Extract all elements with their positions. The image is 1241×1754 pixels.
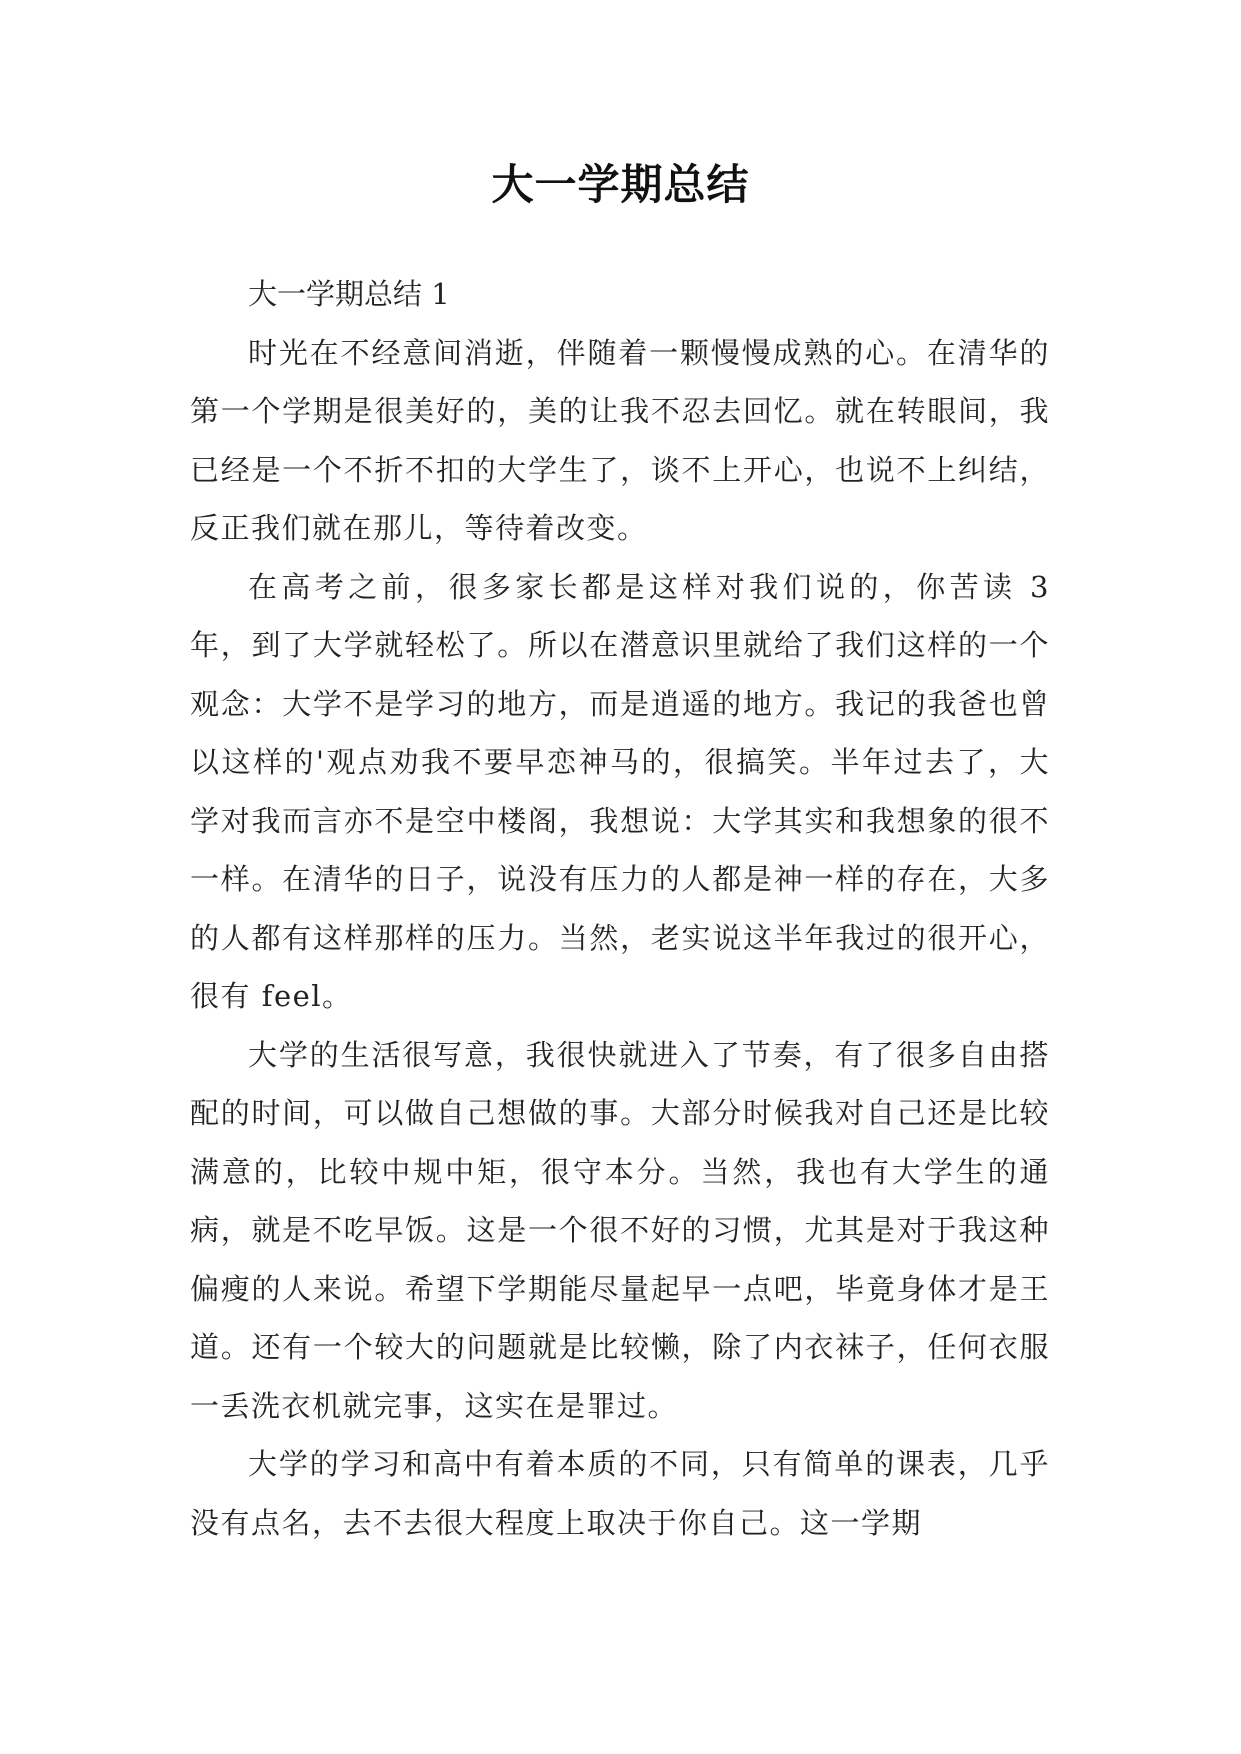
document-body <box>190 265 1050 1552</box>
document-title: 大一学期总结 <box>491 160 750 209</box>
section-heading: 大一学期总结 1 <box>248 277 450 311</box>
paragraph: 大学的生活很写意，我很快就进入了节奏，有了很多自由搭配的时间，可以做自己想做的事。大部分时候我对自己还是比较满意的，比较中规中矩，很守本分。当然，我也有大学生的通病，就是不吃早饭。这是一个很不好的习惯，尤其是对于我这种偏瘦的人来说。希望下学期能尽量起早一点吧，毕竟身体才是王道。还有一个较大的问题就是比较懒，除了内衣袜子，任何衣服一丢洗衣机就完事，这实在是罪过。 <box>190 1037 1050 1423</box>
paragraph: 在高考之前，很多家长都是这样对我们说的，你苦读 3 年，到了大学就轻松了。所以在潜意识里就给了我们这样的一个观念：大学不是学习的地方，而是逍遥的地方。我记的我爸也曾以这样的'观点劝我不要早恋神马的，很搞笑。半年过去了，大学对我而言亦不是空中楼阁，我想说：大学其实和我想象的很不一样。在清华的日子，说没有压力的人都是神一样的存在，大多的人都有这样那样的压力。当然，老实说这半年我过的很开心，很有 feel。 <box>190 569 1050 1013</box>
paragraph: 大学的学习和高中有着本质的不同，只有简单的课表，几乎没有点名，去不去很大程度上取决于你自己。这一学期 <box>190 1447 1050 1540</box>
paragraph: 时光在不经意间消逝，伴随着一颗慢慢成熟的心。在清华的第一个学期是很美好的，美的让我不忍去回忆。就在转眼间，我已经是一个不折不扣的大学生了，谈不上开心，也说不上纠结，反正我们就在那儿，等待着改变。 <box>190 335 1050 545</box>
